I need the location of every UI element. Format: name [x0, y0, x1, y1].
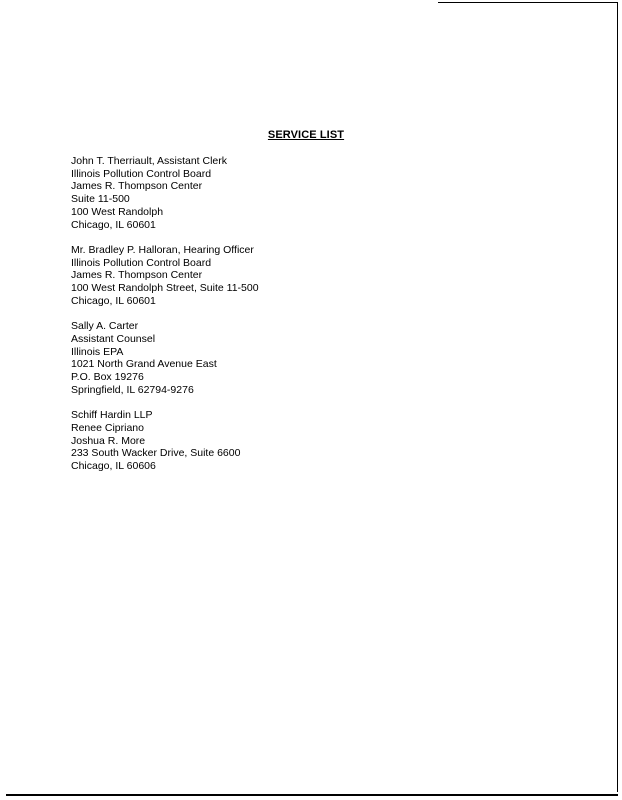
service-entry	[71, 244, 259, 308]
page-edge-top	[438, 2, 618, 3]
entry-line: Chicago, IL 60601	[71, 218, 156, 231]
service-entry	[71, 155, 259, 231]
entry-line: Renee Cipriano	[71, 422, 144, 435]
service-entry	[71, 320, 259, 396]
entry-line: Sally A. Carter	[71, 320, 139, 333]
entry-line: Suite 11-500	[71, 193, 130, 206]
entry-line: Chicago, IL 60601	[71, 294, 156, 307]
entry-line: John T. Therriault, Assistant Clerk	[71, 155, 228, 167]
entry-line: 233 South Wacker Drive, Suite 6600	[71, 447, 241, 460]
entry-line: Illinois EPA	[71, 345, 124, 358]
entry-line: Mr. Bradley P. Halloran, Hearing Officer	[71, 244, 254, 257]
service-entry	[71, 409, 259, 473]
entry-line: Joshua R. More	[71, 434, 146, 447]
entry-line: Illinois Pollution Control Board	[71, 256, 212, 269]
entry-line: P.O. Box 19276	[71, 371, 144, 384]
entry-line: 100 West Randolph	[71, 205, 164, 218]
page-edge-right	[617, 2, 618, 792]
entry-line: 1021 North Grand Avenue East	[71, 358, 217, 371]
entry-line: Springfield, IL 62794-9276	[71, 383, 194, 396]
entry-line: James R. Thompson Center	[71, 269, 203, 282]
entry-line: Illinois Pollution Control Board	[71, 167, 212, 180]
page-title: SERVICE LIST	[267, 129, 345, 141]
entry-line: Chicago, IL 60606	[71, 460, 156, 473]
page-edge-bottom	[6, 794, 618, 796]
service-list	[71, 155, 259, 486]
entry-line: Schiff Hardin LLP	[71, 409, 153, 422]
entry-line: 100 West Randolph Street, Suite 11-500	[71, 282, 259, 295]
entry-line: Assistant Counsel	[71, 333, 156, 346]
entry-line: James R. Thompson Center	[71, 180, 203, 193]
